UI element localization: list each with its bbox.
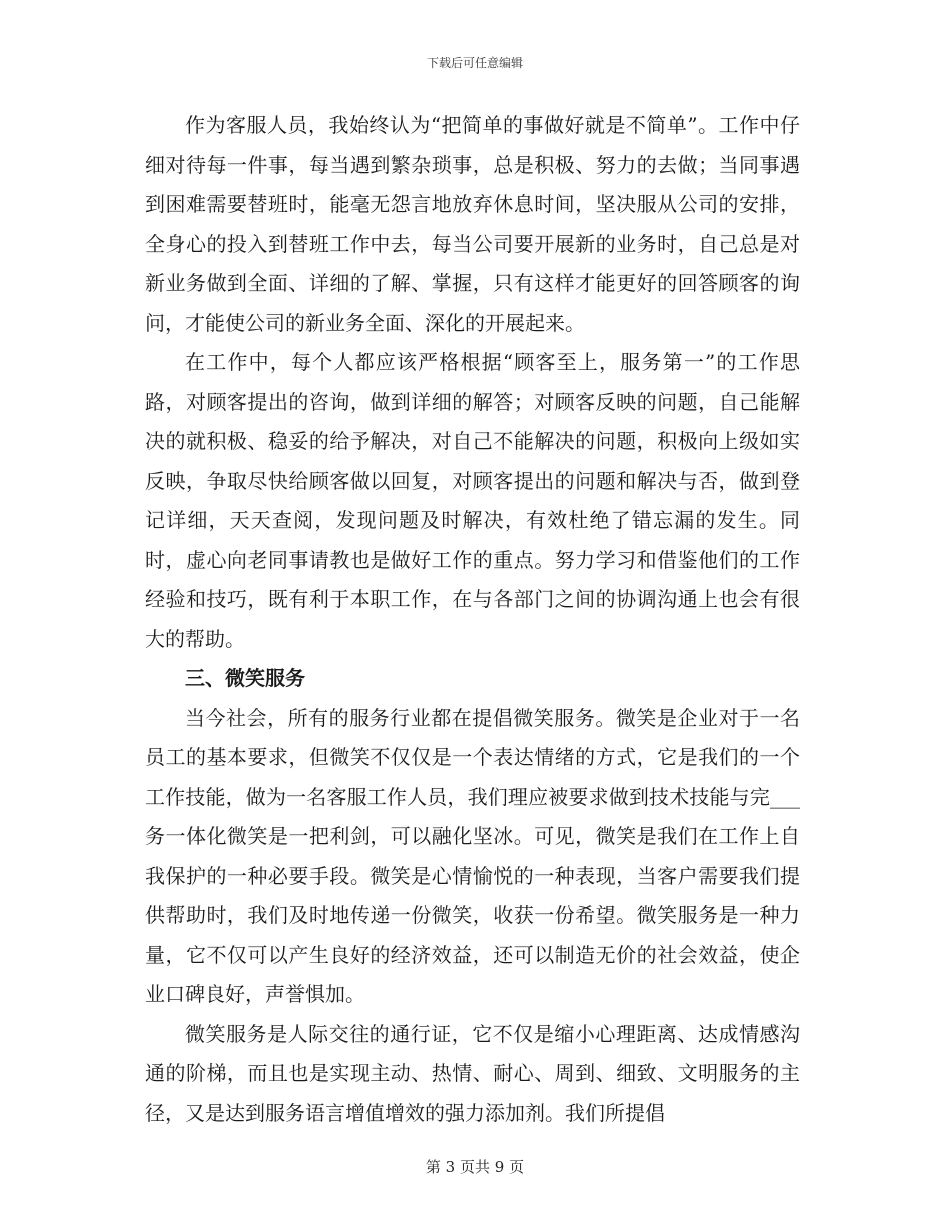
section-heading-smile-service: 三、微笑服务 [185, 666, 305, 690]
paragraph-work-principles: 在工作中，每个人都应该严格根据“顾客至上，服务第一”的工作思路，对顾客提出的咨询，做到详细的解答；对顾客反映的问题，自己能解决的就积极、稳妥的给予解决，对自己不能解决的问题，积极向上级如实反映，争取尽快给顾客做以回复，对顾客提出的问题和解决与否，做到登记详细，天天查阅，发现问题及时解决，有效杜绝了错忘漏的发生。同时，虚心向老同事请教也是做好工作的重点。努力学习和借鉴他们的工作经验和技巧，既有利于本职工作，在与各部门之间的协调沟通上也会有很大的帮助。 [145, 350, 800, 651]
paragraph-smile-service-pass: 微笑服务是人际交往的通行证，它不仅是缩小心理距离、达成情感沟通的阶梯，而且也是实现主动、热情、耐心、周到、细致、文明服务的主径，又是达到服务语言增值增效的强力添加剂。我们所提倡 [145, 1021, 800, 1125]
page-number: 第 3 页共 9 页 [425, 1158, 525, 1176]
paragraph-smile-service-intro: 当今社会，所有的服务行业都在提倡微笑服务。微笑是企业对于一名员工的基本要求，但微笑不仅仅是一个表达情绪的方式，它是我们的一个工作技能，做为一名客服工作人员，我们理应被要求做到技术技能与完___务一体化微笑是一把利剑，可以融化坚冰。可见，微笑是我们在工作上自我保护的一种必要手段。微笑是心情愉悦的一种表现，当客户需要我们提供帮助时，我们及时地传递一份微笑，收获一份希望。微笑服务是一种力量，它不仅可以产生良好的经济效益，还可以制造无价的社会效益，使企业口碑良好，声誉惧加。 [145, 705, 800, 1006]
paragraph-customer-service-attitude: 作为客服人员，我始终认为“把简单的事做好就是不简单”。工作中仔细对待每一件事，每当遇到繁杂琐事，总是积极、努力的去做；当同事遇到困难需要替班时，能毫无怨言地放弃休息时间，坚决服从公司的安排，全身心的投入到替班工作中去，每当公司要开展新的业务时，自己总是对新业务做到全面、详细的了解、掌握，只有这样才能更好的回答顾客的询问，才能使公司的新业务全面、深化的开展起来。 [145, 113, 800, 335]
page-header: 下载后可任意编辑 [426, 56, 523, 70]
document-body [145, 106, 800, 1133]
